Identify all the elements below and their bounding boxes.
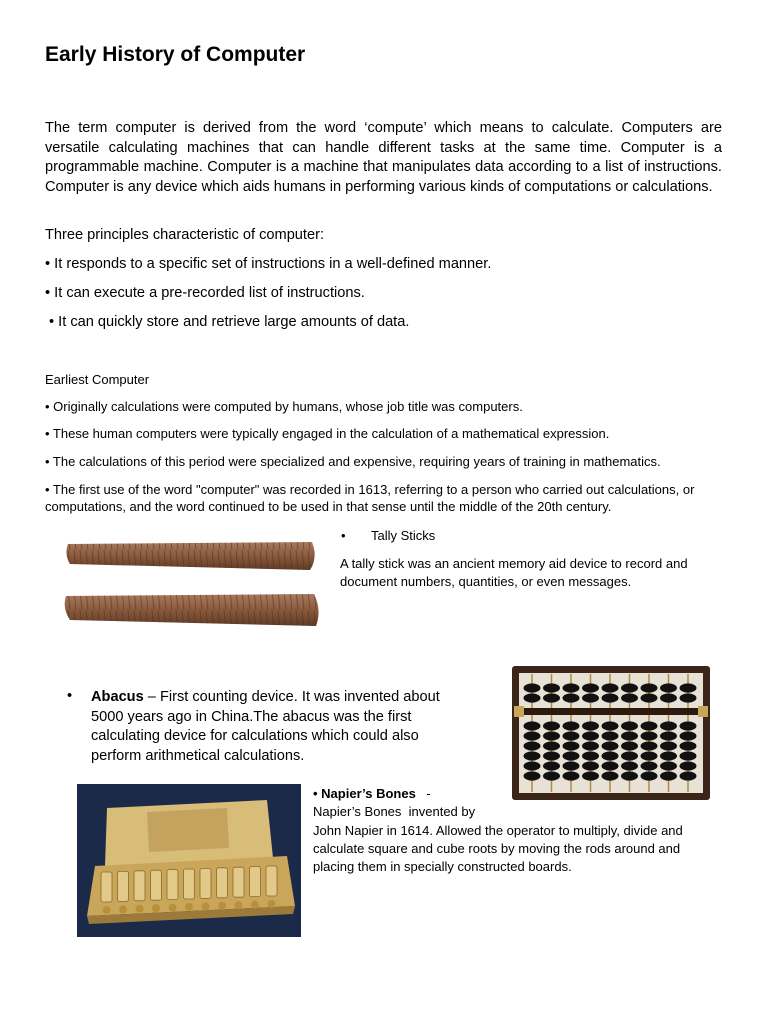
abacus-bead — [621, 683, 638, 692]
earliest-heading: Earliest Computer — [45, 372, 150, 387]
abacus-bead — [602, 761, 619, 770]
principles-heading: Three principles characteristic of computer: — [45, 227, 325, 243]
abacus-bead — [680, 721, 697, 730]
abacus-bead — [621, 693, 638, 702]
napier-rod — [167, 870, 178, 900]
napier-knob — [218, 902, 226, 910]
abacus-bead — [543, 771, 560, 780]
principle-item: • It can execute a pre-recorded list of instructions. — [45, 285, 365, 301]
abacus-bead — [641, 683, 658, 692]
napier-knob — [268, 900, 276, 908]
abacus-bead — [582, 683, 599, 692]
abacus-bead — [563, 761, 580, 770]
abacus-bead — [563, 771, 580, 780]
abacus-bullet: • — [67, 688, 73, 704]
abacus-bead — [602, 721, 619, 730]
abacus-title: Abacus — [91, 689, 144, 705]
napier-rod — [134, 871, 145, 901]
abacus-bead — [582, 771, 599, 780]
abacus-bead — [524, 693, 541, 702]
abacus-description: – First counting device. It was invented about 5000 years ago in China.The abacus was the first calculating device for calculations which could also perform arithmetical calculations. — [91, 689, 440, 764]
abacus-bead — [582, 721, 599, 730]
earliest-item: • Originally calculations were computed by humans, whose job title was computers. — [45, 399, 523, 414]
earliest-item: • The calculations of this period were specialized and expensive, requiring years of training in mathematics. — [45, 454, 661, 469]
abacus-bead — [641, 771, 658, 780]
abacus-bead — [582, 751, 599, 760]
abacus-bead — [543, 683, 560, 692]
abacus-bead — [680, 771, 697, 780]
abacus-image — [512, 666, 710, 800]
abacus-bead — [660, 731, 677, 740]
napier-rod — [217, 868, 228, 898]
abacus-bead — [680, 731, 697, 740]
principle-item: • It responds to a specific set of instructions in a well-defined manner. — [45, 256, 492, 272]
principle-item: • It can quickly store and retrieve large amounts of data. — [49, 314, 410, 330]
napier-rod — [151, 870, 162, 900]
abacus-bead — [621, 751, 638, 760]
page-title: Early History of Computer — [45, 43, 306, 66]
napier-knob — [103, 906, 111, 914]
abacus-bead — [524, 771, 541, 780]
abacus-bead — [602, 693, 619, 702]
abacus-bead — [680, 751, 697, 760]
abacus-bead — [641, 761, 658, 770]
tally-sticks-image — [60, 530, 325, 635]
napier-rod — [118, 871, 129, 901]
earliest-item: • These human computers were typically engaged in the calculation of a mathematical expression. — [45, 426, 610, 441]
abacus-bead — [602, 683, 619, 692]
napiers-bones-image — [77, 784, 301, 937]
abacus-bead — [660, 693, 677, 702]
abacus-bead — [621, 721, 638, 730]
earliest-item: • The first use of the word "computer" was recorded in 1613, referring to a person who carried out calculations, or computations, and the word continued to be used in that sense until the middle of the 20th century. — [45, 482, 695, 514]
abacus-bead — [660, 741, 677, 750]
napier-rod — [266, 866, 277, 896]
abacus-bead — [621, 761, 638, 770]
abacus-bead — [524, 721, 541, 730]
abacus-bead — [563, 693, 580, 702]
abacus-bead — [660, 761, 677, 770]
abacus-bead — [641, 731, 658, 740]
napier-knob — [119, 905, 127, 913]
abacus-bead — [660, 721, 677, 730]
abacus-bead — [563, 721, 580, 730]
abacus-bead — [660, 751, 677, 760]
abacus-bead — [543, 731, 560, 740]
abacus-bead — [582, 741, 599, 750]
napier-knob — [152, 904, 160, 912]
napier-knob — [169, 904, 177, 912]
abacus-bead — [660, 771, 677, 780]
napier-description: John Napier in 1614. Allowed the operator to multiply, divide and calculate square and cube roots by moving the rods around and placing them in specially constructed boards. — [313, 823, 683, 874]
abacus-bead — [524, 761, 541, 770]
abacus-bead — [543, 721, 560, 730]
abacus-bead — [563, 683, 580, 692]
abacus-bead — [641, 751, 658, 760]
napier-rod — [200, 868, 211, 898]
abacus-bead — [680, 741, 697, 750]
abacus-bead — [563, 751, 580, 760]
abacus-bead — [641, 741, 658, 750]
abacus-bead — [660, 683, 677, 692]
napier-rod — [101, 872, 112, 902]
abacus-bead — [543, 761, 560, 770]
napier-rod — [184, 869, 195, 899]
intro-paragraph: The term computer is derived from the word ‘compute’ which means to calculate. Computers are versatile calculating machines that can handle different tasks at the same time. Computer is a programmable machine. Computer is a machine that manipulates data according to a list of instructions. Computer is any device which aids humans in performing various kinds of computations or calculations. — [45, 120, 722, 195]
tally-description: A tally stick was an ancient memory aid device to record and document numbers, quantities, or even messages. — [340, 556, 688, 589]
abacus-bead — [543, 751, 560, 760]
abacus-bead — [563, 741, 580, 750]
abacus-bead — [680, 693, 697, 702]
napier-title: • Napier’s Bones — [313, 786, 416, 801]
napier-knob — [136, 905, 144, 913]
napier-knob — [251, 901, 259, 909]
napier-knob — [202, 902, 210, 910]
tally-bullet: • — [341, 528, 346, 543]
napier-dash: - — [419, 786, 431, 801]
napier-rod — [250, 867, 261, 897]
abacus-bead — [543, 693, 560, 702]
napier-line1: Napier’s Bones invented by — [313, 804, 476, 819]
abacus-bead — [563, 731, 580, 740]
abacus-bead — [680, 761, 697, 770]
abacus-bead — [602, 741, 619, 750]
abacus-bead — [602, 771, 619, 780]
abacus-bead — [641, 721, 658, 730]
abacus-bead — [641, 693, 658, 702]
abacus-text — [91, 688, 471, 766]
abacus-bead — [680, 683, 697, 692]
abacus-bead — [524, 741, 541, 750]
tally-title: Tally Sticks — [371, 528, 436, 543]
napier-rod — [233, 867, 244, 897]
abacus-bead — [602, 751, 619, 760]
abacus-bead — [543, 741, 560, 750]
abacus-bead — [582, 731, 599, 740]
napier-knob — [185, 903, 193, 911]
napier-knob — [235, 901, 243, 909]
abacus-bead — [602, 731, 619, 740]
abacus-bead — [582, 693, 599, 702]
abacus-bead — [621, 731, 638, 740]
abacus-bead — [621, 741, 638, 750]
abacus-bead — [524, 731, 541, 740]
abacus-bead — [621, 771, 638, 780]
abacus-bead — [524, 751, 541, 760]
abacus-bead — [582, 761, 599, 770]
abacus-bead — [524, 683, 541, 692]
